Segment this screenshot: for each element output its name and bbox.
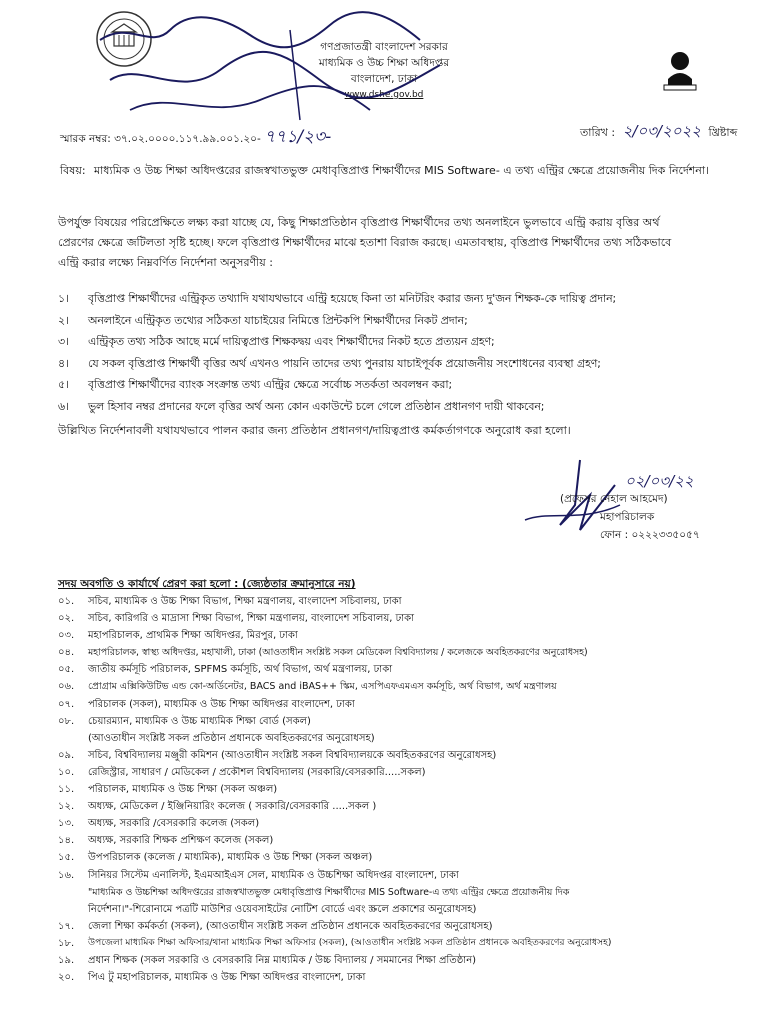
instruction-num: ৪। <box>58 356 69 370</box>
list-item-text: চেয়ারম্যান, মাধ্যমিক ও উচ্চ মাধ্যমিক শিক্ষা বোর্ড (সকল) <box>88 715 311 727</box>
list-item <box>58 781 748 798</box>
list-item-text: প্রোগ্রাম এক্সিকিউটিভ এন্ড কো-অর্ডিনেটর, BACS and iBAS++ স্কিম, এসপিএফএমএস কর্মসূচি, অর্থ বিভাগ, অর্থ মন্ত্রণালয় <box>88 681 557 693</box>
memo-handwritten-number: ৭৭১/২৩- <box>264 127 332 147</box>
list-item-text: সচিব, বিশ্ববিদ্যালয় মঞ্জুরী কমিশন (আওতাধীন সংশ্লিষ্ট সকল বিশ্ববিদ্যালয়কে অবহিতকরণের অনুরোধসহ) <box>88 749 497 761</box>
distribution-list <box>58 593 748 986</box>
list-item-text: অধ্যক্ষ, সরকারি /বেসরকারি কলেজ (সকল) <box>88 818 260 830</box>
list-item-continuation <box>58 730 748 747</box>
list-item-text: রেজিস্ট্রার, সাধারণ / মেডিকেল / প্রকৌশল বিশ্ববিদ্যালয় (সরকারি/বেসরকারি.....সকল) <box>88 766 426 778</box>
list-item <box>58 969 748 986</box>
list-item <box>58 867 748 884</box>
intro-line-3: এন্ট্রি করার লক্ষ্যে নিম্নবর্ণিত নির্দেশনা অনুসরণীয় : <box>58 256 273 269</box>
list-item-num: ০৭. <box>58 698 75 710</box>
date-label: তারিখ : <box>580 126 616 139</box>
list-item <box>58 952 748 969</box>
letter-date <box>580 120 737 145</box>
list-item <box>58 747 748 764</box>
instruction-num: ৩। <box>58 335 69 349</box>
list-item-text: মহাপরিচালক, প্রাথমিক শিক্ষা অধিদপ্তর, মিরপুর, ঢাকা <box>88 630 298 642</box>
list-item <box>58 832 748 849</box>
instruction-text: বৃত্তিপ্রাপ্ত শিক্ষার্থীদের এন্ট্রিকৃত তথ্যাদি যথাযথভাবে এন্ট্রি হয়েছে কিনা তা মনিটরিং করার জন্য দু'জন শিক্ষক-কে দায়িত্ব প্রদান; <box>88 292 617 305</box>
instruction-text: বৃত্তিপ্রাপ্ত শিক্ষার্থীদের ব্যাংক সংক্রান্ত তথ্য এন্ট্রির ক্ষেত্রে সর্বোচ্চ সতর্কতা অবলম্বন করা; <box>88 378 453 392</box>
list-item <box>58 678 748 695</box>
header-line-location: বাংলাদেশ, ঢাকা <box>350 73 418 85</box>
list-item-num: ০৩. <box>58 630 75 642</box>
signatory-designation: মহাপরিচালক <box>600 511 655 523</box>
list-item-num: ১৭. <box>58 920 75 932</box>
list-item <box>58 713 748 730</box>
list-item-text: উপজেলা মাধ্যমিক শিক্ষা অফিসার/থানা মাধ্যমিক শিক্ষা অফিসার (সকল), (আওতাধীন সংশ্লিষ্ট সকল প্রতিষ্ঠান প্রধানকে অবহিতকরণের অনুরোধসহ) <box>88 937 612 948</box>
mujib-centenary-logo <box>650 45 710 95</box>
signature-date: ০২/০৩/২২ <box>625 472 694 490</box>
list-item-num: ০২. <box>58 613 75 625</box>
list-item-text: পরিচালক, মাধ্যমিক ও উচ্চ শিক্ষা (সকল অঞ্চল) <box>88 784 278 796</box>
list-item-num: ১২. <box>58 801 75 813</box>
list-item-text: নির্দেশনা।"-শিরোনামে পত্রটি মাউশির ওয়েবসাইটের নোটিশ বোর্ডে এবং স্ক্রলে প্রকাশের অনুরোধসহ) <box>88 903 477 915</box>
list-item-num: ০৬. <box>58 681 75 693</box>
intro-line-2: প্রেরণের ক্ষেত্রে জটিলতা সৃষ্টি হচ্ছে। ফলে বৃত্তিপ্রাপ্ত শিক্ষার্থীদের মাঝে হতাশা বিরাজ করছে। এমতাবস্থায়, বৃত্তিপ্রাপ্ত শিক্ষার্থীদের তথ্য সঠিকভাবে <box>58 236 672 249</box>
instruction-item <box>58 288 728 310</box>
instruction-num: ৬। <box>58 399 69 413</box>
list-item-num: ০৪. <box>58 647 75 659</box>
instruction-text: অনলাইনে এন্ট্রিকৃত তথ্যের সঠিকতা যাচাইয়ের নিমিত্তে প্রিন্টকপি শিক্ষার্থীদের নিকট প্রদান; <box>88 313 468 327</box>
list-item-text: সচিব, কারিগরি ও মাদ্রাসা শিক্ষা বিভাগ, শিক্ষা মন্ত্রণালয়, বাংলাদেশ সচিবালয়, ঢাকা <box>88 613 415 625</box>
list-item-num: ১০. <box>58 766 75 778</box>
header-line-directorate: মাধ্যমিক ও উচ্চ শিক্ষা অধিদপ্তর <box>318 57 450 69</box>
header-website-link[interactable]: www.dshe.gov.bd <box>344 90 424 100</box>
list-item-text: জাতীয় কর্মসূচি পরিচালক, SPFMS কর্মসূচি, অর্থ বিভাগ, অর্থ মন্ত্রণালয়, ঢাকা <box>88 664 393 676</box>
intro-line-1: উপর্যুক্ত বিষয়ের পরিপ্রেক্ষিতে লক্ষ্য করা যাচ্ছে যে, কিছু শিক্ষাপ্রতিষ্ঠান বৃত্তিপ্রাপ্ত শিক্ষার্থীদের তথ্য অনলাইনে ভুলভাবে এন্ট্রি করায় বৃত্তির অর্থ <box>58 216 660 229</box>
handwritten-annotation-scribble <box>90 10 470 130</box>
instruction-num: ১। <box>58 292 69 305</box>
list-item <box>58 815 748 832</box>
list-item-text: অধ্যক্ষ, মেডিকেল / ইঞ্জিনিয়ারিং কলেজ ( সরকারি/বেসরকারি .....সকল ) <box>88 801 377 813</box>
closing-request: উল্লিখিত নির্দেশনাবলী যথাযথভাবে পালন করার জন্য প্রতিষ্ঠান প্রধানগণ/দায়িত্বপ্রাপ্ত কর্মকর্তাগণকে অনুরোধ করা হলো। <box>58 424 571 437</box>
list-item-num: ০৫. <box>58 664 75 676</box>
list-item <box>58 918 748 935</box>
header-line-govt: গণপ্রজাতন্ত্রী বাংলাদেশ সরকার <box>320 41 448 53</box>
instruction-text: ভুল হিসাব নম্বর প্রদানের ফলে বৃত্তির অর্থ অন্য কোন একাউন্টে চলে গেলে প্রতিষ্ঠান প্রধানগণ দায়ী থাকবেন; <box>88 399 545 413</box>
subject-block <box>60 162 720 179</box>
list-item-text: সচিব, মাধ্যমিক ও উচ্চ শিক্ষা বিভাগ, শিক্ষা মন্ত্রণালয়, বাংলাদেশ সচিবালয়, ঢাকা <box>88 596 402 607</box>
list-item-num: ১৫. <box>58 852 75 864</box>
instruction-num: ৫। <box>58 378 69 392</box>
subject-text: মাধ্যমিক ও উচ্চ শিক্ষা অধিদপ্তরের রাজস্বখাতভুক্ত মেধাবৃত্তিপ্রাপ্ত শিক্ষার্থীদের MIS Software- এ তথ্য এন্ট্রির ক্ষেত্রে প্রয়োজনীয় দিক নির্দেশনা। <box>94 164 709 177</box>
list-item-num: ১৯. <box>58 954 75 966</box>
list-item-continuation <box>58 884 748 901</box>
list-item-num: ১১. <box>58 784 75 796</box>
instruction-item <box>58 331 728 353</box>
list-item-num: ১৩. <box>58 818 75 830</box>
list-item-text: (আওতাধীন সংশ্লিষ্ট সকল প্রতিষ্ঠান প্রধানকে অবহিতকরণের অনুরোধসহ) <box>88 732 375 744</box>
list-item-num: ২০. <box>58 972 75 984</box>
list-item-num: ১৮. <box>58 937 75 949</box>
list-item-num: ১৪. <box>58 835 75 847</box>
list-item <box>58 696 748 713</box>
list-item-text: "মাধ্যমিক ও উচ্চশিক্ষা অধিদপ্তরের রাজস্বখাতভুক্ত মেধাবৃত্তিপ্রাপ্ত শিক্ষার্থীদের MIS Software-এ তথ্য এন্ট্রির ক্ষেত্রে প্রয়োজনীয় দিক <box>88 886 570 898</box>
list-item-num: ০১. <box>58 596 75 607</box>
instruction-item <box>58 374 728 396</box>
list-item-text: অধ্যক্ষ, সরকারি শিক্ষক প্রশিক্ষণ কলেজ (সকল) <box>88 835 274 847</box>
list-item <box>58 798 748 815</box>
list-item-text: উপপরিচালক (কলেজ / মাধ্যমিক), মাধ্যমিক ও উচ্চ শিক্ষা (সকল অঞ্চল) <box>88 852 373 864</box>
instruction-item <box>58 353 728 375</box>
list-item-num: ১৬. <box>58 869 75 881</box>
signatory-name: (প্রফেসর নেহাল আহমেদ) <box>560 493 668 505</box>
list-item <box>58 627 748 644</box>
list-item-text: সিনিয়র সিস্টেম এনালিস্ট, ইএমআইএস সেল, মাধ্যমিক ও উচ্চশিক্ষা অধিদপ্তর বাংলাদেশ, ঢাকা <box>88 869 459 881</box>
date-suffix: খ্রিষ্টাব্দ <box>708 126 738 139</box>
list-item-text: পরিচালক (সকল), মাধ্যমিক ও উচ্চ শিক্ষা অধিদপ্তর বাংলাদেশ, ঢাকা <box>88 698 355 710</box>
list-item-num: ০৮. <box>58 715 75 727</box>
date-value: ২/০৩/২০২২ <box>622 122 701 140</box>
list-item <box>58 849 748 866</box>
instruction-text: এন্ট্রিকৃত তথ্য সঠিক আছে মর্মে দায়িত্বপ্রাপ্ত শিক্ষকদ্বয় এবং শিক্ষার্থীদের নিকট হতে প্রত্যয়ন গ্রহণ; <box>88 335 495 349</box>
list-item-continuation <box>58 901 748 918</box>
list-item <box>58 935 748 952</box>
instruction-item <box>58 310 728 332</box>
list-item <box>58 610 748 627</box>
instruction-num: ২। <box>58 313 69 327</box>
list-item <box>58 661 748 678</box>
memo-label: স্মারক নম্বর: <box>60 133 111 145</box>
memo-number-value: ৩৭.০২.০০০০.১১৭.৯৯.০০১.২০- <box>114 133 261 145</box>
list-item <box>58 644 748 661</box>
instruction-list <box>58 288 728 418</box>
list-item-text: জেলা শিক্ষা কর্মকর্তা (সকল), (আওতাধীন সংশ্লিষ্ট সকল প্রতিষ্ঠান প্রধানকে অবহিতকরণের অনুরোধসহ) <box>88 920 493 932</box>
memo-number <box>60 124 331 152</box>
instruction-text: যে সকল বৃত্তিপ্রাপ্ত শিক্ষার্থী বৃত্তির অর্থ এখনও পায়নি তাদের তথ্য পুনরায় যাচাইপূর্বক প্রয়োজনীয় সংশোধনের ব্যবস্থা গ্রহণ; <box>88 356 601 370</box>
instruction-item <box>58 396 728 418</box>
list-item-num: ০৯. <box>58 749 75 761</box>
signatory-phone: ফোন : ০২২২৩৩৫০৫৭ <box>600 529 700 541</box>
distribution-title: সদয় অবগতি ও কার্যার্থে প্রেরণ করা হলো : (জ্যেষ্ঠতার ক্রমানুসারে নয়) <box>58 578 356 590</box>
list-item-text: মহাপরিচালক, স্বাস্থ্য অধিদপ্তর, মহাখালী, ঢাকা (আওতাধীন সংশ্লিষ্ট সকল মেডিকেল বিশ্ববিদ্যালয় / কলেজকে অবহিতকরণের অনুরোধসহ) <box>88 647 588 659</box>
list-item-text: পিএ টু মহাপরিচালক, মাধ্যমিক ও উচ্চ শিক্ষা অধিদপ্তর বাংলাদেশ, ঢাকা <box>88 972 366 984</box>
subject-label: বিষয়: <box>60 164 86 177</box>
list-item <box>58 593 748 610</box>
list-item-text: প্রধান শিক্ষক (সকল সরকারি ও বেসরকারি নিম্ন মাধ্যমিক / উচ্চ বিদ্যালয় / সমমানের শিক্ষা প্রতিষ্ঠান) <box>88 954 477 966</box>
list-item <box>58 764 748 781</box>
